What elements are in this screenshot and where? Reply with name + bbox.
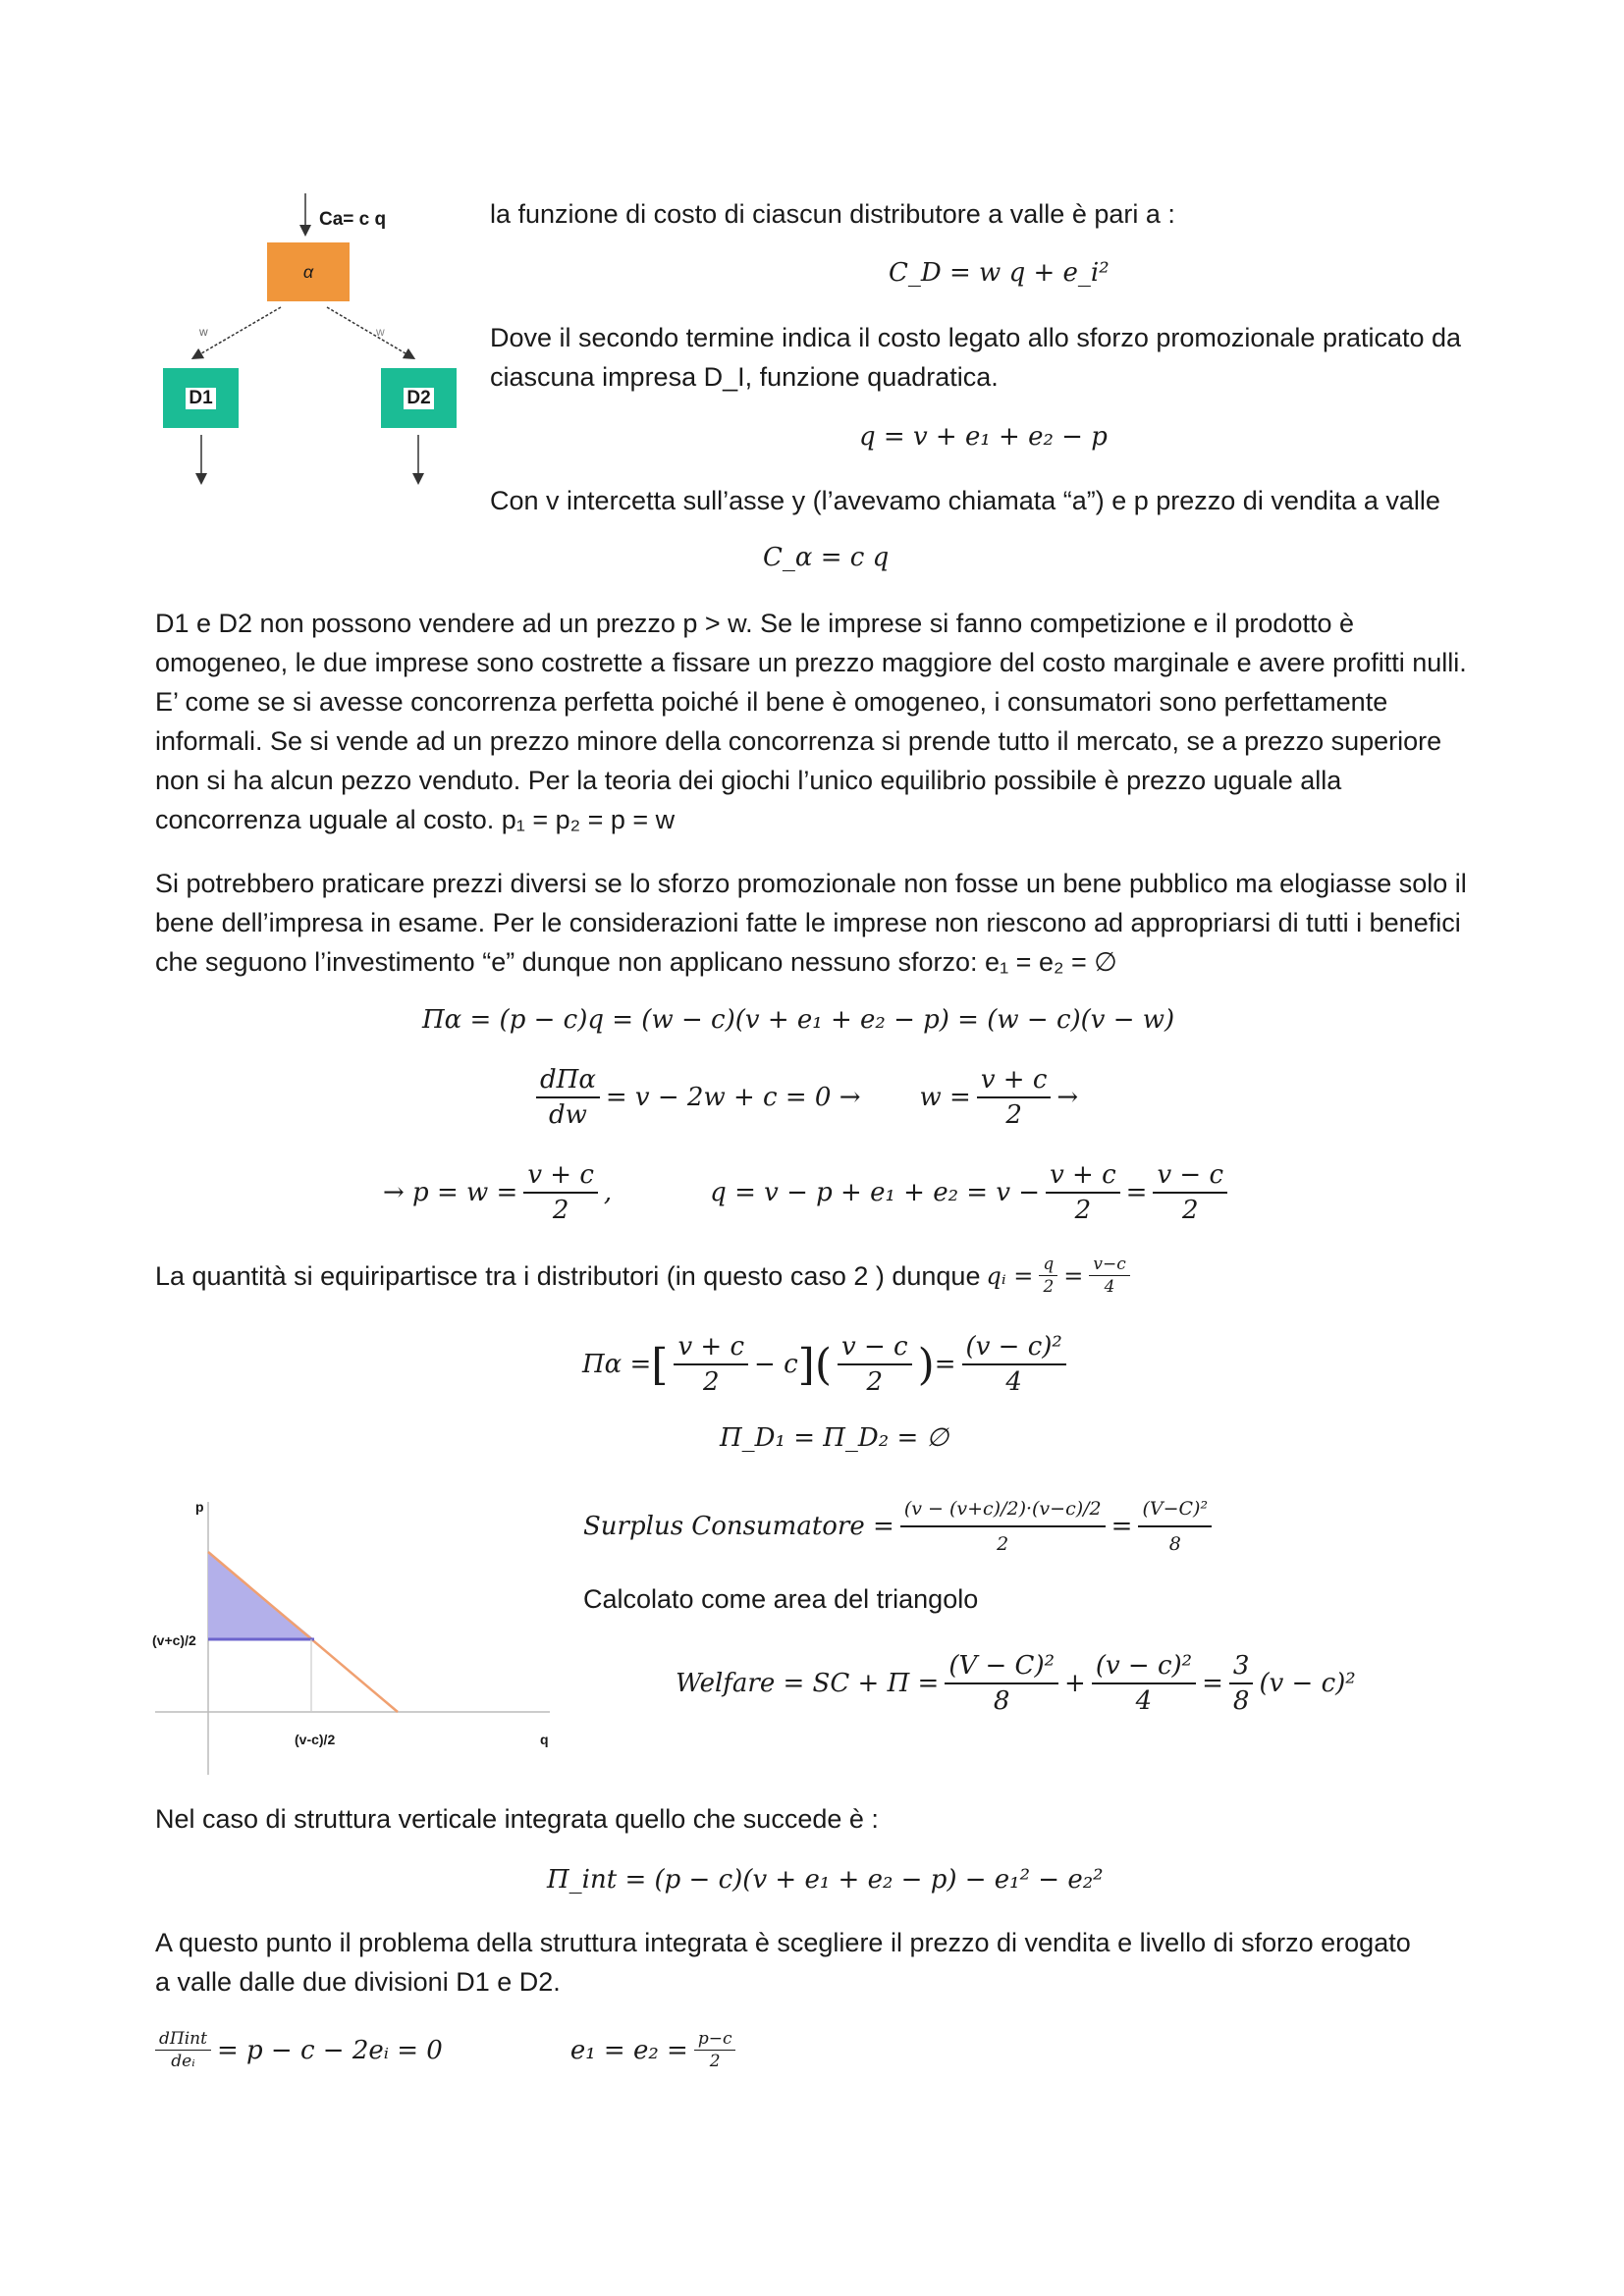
surplus-chart-svg xyxy=(147,1492,560,1787)
paragraph-second-term: Dove il secondo termine indica il costo legato allo sforzo promozionale praticato da ciascuna impresa D_I, funzione quadratica. xyxy=(490,323,1462,392)
formula-profit-distributors: Π_D₁ = Π_D₂ = ∅ xyxy=(720,1423,949,1453)
paragraph-intercept: Con v intercetta sull’asse y (l’avevamo chiamata “a”) e p prezzo di vendita a valle xyxy=(490,486,1440,515)
left-arrow-label: w xyxy=(199,325,208,339)
formula-q: q = v + e₁ + e₂ − p xyxy=(859,422,1108,452)
upstream-box xyxy=(267,242,350,301)
diagram-top-label: Ca= c q xyxy=(319,209,387,230)
formula-cd: C_D = w q + e_i² xyxy=(889,258,1110,288)
d2-label: D2 xyxy=(404,388,433,409)
paragraph-cost-function: la funzione di costo di ciascun distributore a valle è pari a : xyxy=(490,199,1175,229)
formula-welfare: Welfare = SC + Π = $\frac{\text{(V − C)²}}{8}$ + $\frac{\text{(v − c)²}}{4}$ = $\frac{3}{8}$ (v − c)² xyxy=(676,1651,1356,1716)
formula-integrated-derivative: $\frac{\text{dΠint}}{\text{deᵢ}}$ = p − c − 2eᵢ = 0 e₁ = e₂ = $\frac{p-c}{2}$ xyxy=(155,2028,741,2072)
paragraph-integrated-problem: A questo punto il problema della struttura integrata è scegliere il prezzo di vendita e livello di sforzo erogato a valle dalle due divisioni D1 e D2. xyxy=(155,1928,1411,1997)
d2-box xyxy=(381,368,457,428)
y-axis-label: p xyxy=(195,1499,204,1515)
right-arrow-label: w xyxy=(376,325,385,339)
paragraph-integrated: Nel caso di struttura verticale integrata quello che succede è : xyxy=(155,1804,879,1834)
upstream-label: α xyxy=(302,261,314,282)
formula-price-quantity: → p = w = $\frac{v + c}{2}$ , q = v − p + e₁ + e₂ = v − $\frac{v + c}{2}$ = $\frac{v - c}{2}$ xyxy=(383,1158,1233,1227)
x-axis-label: q xyxy=(540,1732,549,1747)
x-tick-label: (v-c)/2 xyxy=(295,1732,336,1747)
formula-profit-integrated: Π_int = (p − c)(v + e₁ + e₂ − p) − e₁² − e₂² xyxy=(547,1865,1104,1895)
paragraph-quantity-split: La quantità si equiripartisce tra i distributori (in questo caso 2 ) dunque qᵢ = $\frac{q}{2}$ = $\frac{v-c}{4}$ xyxy=(155,1254,1136,1298)
d1-label: D1 xyxy=(186,388,215,409)
formula-ca: C_α = c q xyxy=(763,543,890,572)
formula-consumer-surplus: Surplus Consumatore = $\frac{(v - (v+c)/2)\cdot(v-c)/2}{2}$ = $\frac{\text{(V−C)²}}{8}$ xyxy=(583,1492,1218,1561)
formula-profit-alpha-result: Πα = [ $\frac{v + c}{2}$ − c ] ( $\frac{v - c}{2}$ ) = $\frac{\text{(v − c)²}}{4}$ xyxy=(582,1330,1072,1399)
paragraph-promotion: Si potrebbero praticare prezzi diversi se lo sforzo promozionale non fosse un bene pubblico ma elogiasse solo il bene dell’impresa in esame. Per le considerazioni fatte le imprese non riescono ad appropriarsi di tutti i benefici che seguono l’investimento “e” dunque non applicano nessuno sforzo: e₁ = e₂ = ∅ xyxy=(155,869,1467,977)
d1-box xyxy=(163,368,239,428)
y-tick-label: (v+c)/2 xyxy=(152,1632,196,1648)
paragraph-competition: D1 e D2 non possono vendere ad un prezzo p > w. Se le imprese si fanno competizione e il prodotto è omogeneo, le due imprese sono costrette a fissare un prezzo maggiore del costo marginale e avere profitti nulli. E’ come se si avesse concorrenza perfetta poiché il bene è omogeneo, i consumatori sono perfettamente informali. Se si vende ad un prezzo minore della concorrenza si prende tutto il mercato, se a prezzo superiore non si ha alcun pezzo venduto. Per la teoria dei giochi l’unico equilibrio possibile è prezzo uguale alla concorrenza uguale al costo. p₁ = p₂ = p = w xyxy=(155,609,1467,834)
paragraph-triangle-area: Calcolato come area del triangolo xyxy=(583,1584,979,1614)
formula-profit-alpha: Πα = (p − c)q = (w − c)(v + e₁ + e₂ − p) = (w − c)(v − w) xyxy=(422,1005,1175,1035)
formula-derivative: $\frac{\text{dΠα}}{dw}$ = v − 2w + c = 0 → w = $\frac{v + c}{2}$ → xyxy=(530,1063,1078,1132)
